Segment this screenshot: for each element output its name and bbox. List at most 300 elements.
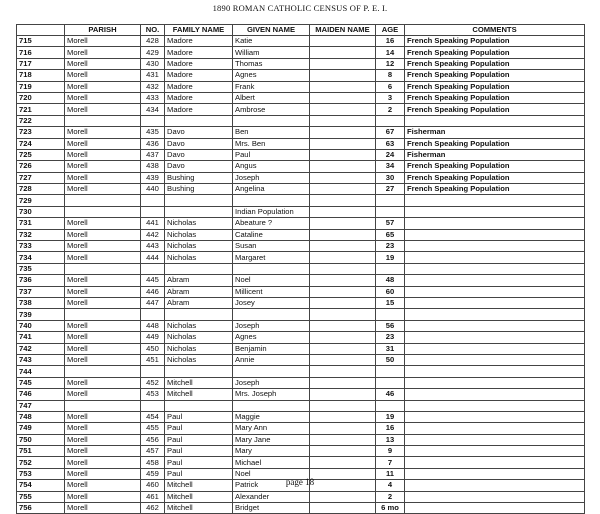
comments-cell bbox=[405, 286, 585, 297]
table-row bbox=[17, 172, 585, 183]
maiden-name-cell bbox=[310, 241, 376, 252]
table-row bbox=[17, 343, 585, 354]
age-cell: 30 bbox=[376, 172, 405, 183]
age-cell bbox=[376, 195, 405, 206]
age-cell: 50 bbox=[376, 354, 405, 365]
given-name-cell: Joseph bbox=[233, 377, 310, 388]
parish-cell: Morell bbox=[65, 354, 141, 365]
maiden-name-cell bbox=[310, 263, 376, 274]
family-name-cell: Nicholas bbox=[165, 229, 233, 240]
number-cell: 429 bbox=[141, 47, 165, 58]
number-cell bbox=[141, 309, 165, 320]
number-cell: 460 bbox=[141, 480, 165, 491]
age-cell: 15 bbox=[376, 297, 405, 308]
family-name-cell bbox=[165, 400, 233, 411]
number-cell bbox=[141, 263, 165, 274]
comments-cell bbox=[405, 206, 585, 217]
number-cell: 431 bbox=[141, 70, 165, 81]
row-number-cell: 734 bbox=[17, 252, 65, 263]
column-header-parish: PARISH bbox=[65, 25, 141, 36]
given-name-cell: Mrs. Ben bbox=[233, 138, 310, 149]
age-cell: 2 bbox=[376, 491, 405, 502]
parish-cell bbox=[65, 206, 141, 217]
table-row bbox=[17, 446, 585, 457]
comments-cell bbox=[405, 263, 585, 274]
number-cell bbox=[141, 206, 165, 217]
number-cell: 433 bbox=[141, 92, 165, 103]
given-name-cell: Ambrose bbox=[233, 104, 310, 115]
table-row bbox=[17, 503, 585, 514]
maiden-name-cell bbox=[310, 92, 376, 103]
comments-cell bbox=[405, 366, 585, 377]
age-cell bbox=[376, 206, 405, 217]
family-name-cell bbox=[165, 309, 233, 320]
given-name-cell bbox=[233, 195, 310, 206]
maiden-name-cell bbox=[310, 332, 376, 343]
number-cell: 438 bbox=[141, 161, 165, 172]
age-cell: 4 bbox=[376, 480, 405, 491]
age-cell: 2 bbox=[376, 104, 405, 115]
maiden-name-cell bbox=[310, 161, 376, 172]
age-cell: 9 bbox=[376, 446, 405, 457]
given-name-cell: Frank bbox=[233, 81, 310, 92]
maiden-name-cell bbox=[310, 366, 376, 377]
given-name-cell: Agnes bbox=[233, 332, 310, 343]
family-name-cell: Bushing bbox=[165, 172, 233, 183]
table-row bbox=[17, 400, 585, 411]
given-name-cell bbox=[233, 115, 310, 126]
row-number-cell: 743 bbox=[17, 354, 65, 365]
family-name-cell: Madore bbox=[165, 58, 233, 69]
table-row bbox=[17, 92, 585, 103]
given-name-cell: Paul bbox=[233, 149, 310, 160]
maiden-name-cell bbox=[310, 389, 376, 400]
family-name-cell: Nicholas bbox=[165, 218, 233, 229]
table-row bbox=[17, 366, 585, 377]
age-cell: 23 bbox=[376, 332, 405, 343]
row-number-cell: 732 bbox=[17, 229, 65, 240]
number-cell: 455 bbox=[141, 423, 165, 434]
given-name-cell: Benjamin bbox=[233, 343, 310, 354]
comments-cell bbox=[405, 241, 585, 252]
parish-cell: Morell bbox=[65, 411, 141, 422]
number-cell: 447 bbox=[141, 297, 165, 308]
parish-cell: Morell bbox=[65, 81, 141, 92]
number-cell bbox=[141, 115, 165, 126]
age-cell: 12 bbox=[376, 58, 405, 69]
parish-cell: Morell bbox=[65, 491, 141, 502]
row-number-cell: 740 bbox=[17, 320, 65, 331]
given-name-cell: Maggie bbox=[233, 411, 310, 422]
table-row bbox=[17, 161, 585, 172]
census-table bbox=[16, 24, 585, 514]
table-row bbox=[17, 81, 585, 92]
comments-cell bbox=[405, 332, 585, 343]
given-name-cell: Albert bbox=[233, 92, 310, 103]
maiden-name-cell bbox=[310, 172, 376, 183]
row-number-cell: 745 bbox=[17, 377, 65, 388]
given-name-cell: Annie bbox=[233, 354, 310, 365]
number-cell: 452 bbox=[141, 377, 165, 388]
maiden-name-cell bbox=[310, 320, 376, 331]
row-number-cell: 741 bbox=[17, 332, 65, 343]
row-number-cell: 738 bbox=[17, 297, 65, 308]
table-row bbox=[17, 434, 585, 445]
number-cell: 437 bbox=[141, 149, 165, 160]
parish-cell: Morell bbox=[65, 275, 141, 286]
parish-cell: Morell bbox=[65, 480, 141, 491]
number-cell: 436 bbox=[141, 138, 165, 149]
number-cell bbox=[141, 400, 165, 411]
given-name-cell: Mrs. Joseph bbox=[233, 389, 310, 400]
age-cell: 65 bbox=[376, 229, 405, 240]
family-name-cell: Madore bbox=[165, 81, 233, 92]
number-cell: 435 bbox=[141, 127, 165, 138]
comments-cell: French Speaking Population bbox=[405, 81, 585, 92]
census-body bbox=[17, 36, 585, 514]
maiden-name-cell bbox=[310, 400, 376, 411]
maiden-name-cell bbox=[310, 275, 376, 286]
given-name-cell: Indian Population bbox=[233, 206, 310, 217]
given-name-cell: Agnes bbox=[233, 70, 310, 81]
parish-cell: Morell bbox=[65, 297, 141, 308]
table-row bbox=[17, 115, 585, 126]
given-name-cell: Joseph bbox=[233, 172, 310, 183]
maiden-name-cell bbox=[310, 297, 376, 308]
family-name-cell: Madore bbox=[165, 36, 233, 47]
age-cell bbox=[376, 366, 405, 377]
table-row bbox=[17, 252, 585, 263]
age-cell: 24 bbox=[376, 149, 405, 160]
family-name-cell: Nicholas bbox=[165, 332, 233, 343]
number-cell: 454 bbox=[141, 411, 165, 422]
age-cell: 16 bbox=[376, 36, 405, 47]
family-name-cell: Bushing bbox=[165, 184, 233, 195]
family-name-cell: Madore bbox=[165, 47, 233, 58]
number-cell: 448 bbox=[141, 320, 165, 331]
family-name-cell: Paul bbox=[165, 411, 233, 422]
column-header-row-number bbox=[17, 25, 65, 36]
family-name-cell: Paul bbox=[165, 423, 233, 434]
given-name-cell: Katie bbox=[233, 36, 310, 47]
maiden-name-cell bbox=[310, 343, 376, 354]
maiden-name-cell bbox=[310, 184, 376, 195]
age-cell: 19 bbox=[376, 411, 405, 422]
parish-cell bbox=[65, 309, 141, 320]
row-number-cell: 739 bbox=[17, 309, 65, 320]
comments-cell bbox=[405, 354, 585, 365]
given-name-cell: Bridget bbox=[233, 503, 310, 514]
table-row bbox=[17, 320, 585, 331]
comments-cell bbox=[405, 389, 585, 400]
given-name-cell: Susan bbox=[233, 241, 310, 252]
table-row bbox=[17, 354, 585, 365]
family-name-cell: Madore bbox=[165, 92, 233, 103]
parish-cell bbox=[65, 366, 141, 377]
row-number-cell: 715 bbox=[17, 36, 65, 47]
parish-cell: Morell bbox=[65, 36, 141, 47]
given-name-cell: Alexander bbox=[233, 491, 310, 502]
comments-cell bbox=[405, 275, 585, 286]
table-row bbox=[17, 297, 585, 308]
table-row bbox=[17, 377, 585, 388]
table-row bbox=[17, 275, 585, 286]
age-cell: 16 bbox=[376, 423, 405, 434]
table-row bbox=[17, 241, 585, 252]
number-cell: 428 bbox=[141, 36, 165, 47]
maiden-name-cell bbox=[310, 252, 376, 263]
comments-cell: French Speaking Population bbox=[405, 138, 585, 149]
number-cell: 451 bbox=[141, 354, 165, 365]
comments-cell bbox=[405, 252, 585, 263]
row-number-cell: 744 bbox=[17, 366, 65, 377]
maiden-name-cell bbox=[310, 218, 376, 229]
parish-cell: Morell bbox=[65, 468, 141, 479]
row-number-cell: 726 bbox=[17, 161, 65, 172]
maiden-name-cell bbox=[310, 286, 376, 297]
number-cell: 441 bbox=[141, 218, 165, 229]
age-cell bbox=[376, 263, 405, 274]
family-name-cell: Paul bbox=[165, 446, 233, 457]
row-number-cell: 730 bbox=[17, 206, 65, 217]
given-name-cell: Mary Ann bbox=[233, 423, 310, 434]
parish-cell: Morell bbox=[65, 434, 141, 445]
given-name-cell: Mary Jane bbox=[233, 434, 310, 445]
table-row bbox=[17, 263, 585, 274]
table-row bbox=[17, 184, 585, 195]
parish-cell: Morell bbox=[65, 252, 141, 263]
table-row bbox=[17, 218, 585, 229]
maiden-name-cell bbox=[310, 503, 376, 514]
parish-cell: Morell bbox=[65, 70, 141, 81]
comments-cell bbox=[405, 320, 585, 331]
age-cell bbox=[376, 400, 405, 411]
comments-cell: French Speaking Population bbox=[405, 47, 585, 58]
age-cell: 56 bbox=[376, 320, 405, 331]
family-name-cell bbox=[165, 263, 233, 274]
given-name-cell: Michael bbox=[233, 457, 310, 468]
parish-cell: Morell bbox=[65, 172, 141, 183]
row-number-cell: 725 bbox=[17, 149, 65, 160]
parish-cell: Morell bbox=[65, 58, 141, 69]
row-number-cell: 747 bbox=[17, 400, 65, 411]
maiden-name-cell bbox=[310, 206, 376, 217]
parish-cell: Morell bbox=[65, 138, 141, 149]
number-cell: 457 bbox=[141, 446, 165, 457]
table-row bbox=[17, 457, 585, 468]
family-name-cell: Mitchell bbox=[165, 480, 233, 491]
maiden-name-cell bbox=[310, 491, 376, 502]
number-cell: 444 bbox=[141, 252, 165, 263]
maiden-name-cell bbox=[310, 434, 376, 445]
comments-cell bbox=[405, 457, 585, 468]
maiden-name-cell bbox=[310, 354, 376, 365]
family-name-cell: Nicholas bbox=[165, 343, 233, 354]
maiden-name-cell bbox=[310, 115, 376, 126]
row-number-cell: 727 bbox=[17, 172, 65, 183]
row-number-cell: 752 bbox=[17, 457, 65, 468]
comments-cell: French Speaking Population bbox=[405, 161, 585, 172]
comments-cell bbox=[405, 343, 585, 354]
age-cell: 7 bbox=[376, 457, 405, 468]
row-number-cell: 723 bbox=[17, 127, 65, 138]
family-name-cell: Davo bbox=[165, 138, 233, 149]
family-name-cell: Davo bbox=[165, 127, 233, 138]
number-cell: 439 bbox=[141, 172, 165, 183]
table-row bbox=[17, 411, 585, 422]
maiden-name-cell bbox=[310, 149, 376, 160]
comments-cell bbox=[405, 309, 585, 320]
parish-cell: Morell bbox=[65, 127, 141, 138]
age-cell bbox=[376, 115, 405, 126]
column-header-given-name: GIVEN NAME bbox=[233, 25, 310, 36]
given-name-cell: Joseph bbox=[233, 320, 310, 331]
comments-cell bbox=[405, 503, 585, 514]
table-row bbox=[17, 332, 585, 343]
row-number-cell: 751 bbox=[17, 446, 65, 457]
comments-cell bbox=[405, 400, 585, 411]
column-header-no: NO. bbox=[141, 25, 165, 36]
age-cell: 27 bbox=[376, 184, 405, 195]
table-row bbox=[17, 104, 585, 115]
maiden-name-cell bbox=[310, 127, 376, 138]
comments-cell bbox=[405, 423, 585, 434]
maiden-name-cell bbox=[310, 70, 376, 81]
maiden-name-cell bbox=[310, 104, 376, 115]
given-name-cell bbox=[233, 366, 310, 377]
age-cell: 63 bbox=[376, 138, 405, 149]
maiden-name-cell bbox=[310, 309, 376, 320]
row-number-cell: 717 bbox=[17, 58, 65, 69]
number-cell: 462 bbox=[141, 503, 165, 514]
table-row bbox=[17, 389, 585, 400]
comments-cell: French Speaking Population bbox=[405, 184, 585, 195]
given-name-cell: Mary bbox=[233, 446, 310, 457]
row-number-cell: 748 bbox=[17, 411, 65, 422]
given-name-cell: Angus bbox=[233, 161, 310, 172]
table-row bbox=[17, 423, 585, 434]
row-number-cell: 728 bbox=[17, 184, 65, 195]
number-cell: 446 bbox=[141, 286, 165, 297]
maiden-name-cell bbox=[310, 58, 376, 69]
given-name-cell: William bbox=[233, 47, 310, 58]
maiden-name-cell bbox=[310, 423, 376, 434]
comments-cell: Fisherman bbox=[405, 127, 585, 138]
row-number-cell: 756 bbox=[17, 503, 65, 514]
age-cell: 3 bbox=[376, 92, 405, 103]
maiden-name-cell bbox=[310, 229, 376, 240]
parish-cell: Morell bbox=[65, 104, 141, 115]
given-name-cell: Thomas bbox=[233, 58, 310, 69]
row-number-cell: 750 bbox=[17, 434, 65, 445]
age-cell bbox=[376, 309, 405, 320]
maiden-name-cell bbox=[310, 411, 376, 422]
maiden-name-cell bbox=[310, 81, 376, 92]
family-name-cell: Nicholas bbox=[165, 241, 233, 252]
number-cell: 434 bbox=[141, 104, 165, 115]
family-name-cell: Nicholas bbox=[165, 252, 233, 263]
number-cell: 449 bbox=[141, 332, 165, 343]
parish-cell: Morell bbox=[65, 161, 141, 172]
age-cell: 13 bbox=[376, 434, 405, 445]
column-header-age: AGE bbox=[376, 25, 405, 36]
row-number-cell: 736 bbox=[17, 275, 65, 286]
family-name-cell bbox=[165, 115, 233, 126]
number-cell: 442 bbox=[141, 229, 165, 240]
age-cell: 6 mo bbox=[376, 503, 405, 514]
comments-cell bbox=[405, 446, 585, 457]
comments-cell bbox=[405, 411, 585, 422]
given-name-cell: Patrick bbox=[233, 480, 310, 491]
table-row bbox=[17, 229, 585, 240]
parish-cell bbox=[65, 263, 141, 274]
age-cell: 8 bbox=[376, 70, 405, 81]
parish-cell: Morell bbox=[65, 47, 141, 58]
row-number-cell: 754 bbox=[17, 480, 65, 491]
parish-cell: Morell bbox=[65, 446, 141, 457]
parish-cell: Morell bbox=[65, 218, 141, 229]
age-cell: 67 bbox=[376, 127, 405, 138]
comments-cell: Fisherman bbox=[405, 149, 585, 160]
number-cell: 445 bbox=[141, 275, 165, 286]
age-cell bbox=[376, 377, 405, 388]
parish-cell bbox=[65, 195, 141, 206]
age-cell: 19 bbox=[376, 252, 405, 263]
given-name-cell: Noel bbox=[233, 275, 310, 286]
family-name-cell: Mitchell bbox=[165, 491, 233, 502]
comments-cell bbox=[405, 377, 585, 388]
row-number-cell: 721 bbox=[17, 104, 65, 115]
maiden-name-cell bbox=[310, 446, 376, 457]
column-header-family-name: FAMILY NAME bbox=[165, 25, 233, 36]
family-name-cell: Madore bbox=[165, 104, 233, 115]
number-cell: 459 bbox=[141, 468, 165, 479]
parish-cell: Morell bbox=[65, 229, 141, 240]
page-title: 1890 ROMAN CATHOLIC CENSUS OF P. E. I. bbox=[212, 3, 388, 13]
family-name-cell: Abram bbox=[165, 297, 233, 308]
parish-cell: Morell bbox=[65, 423, 141, 434]
comments-cell: French Speaking Population bbox=[405, 36, 585, 47]
header-row bbox=[17, 25, 585, 36]
row-number-cell: 718 bbox=[17, 70, 65, 81]
parish-cell: Morell bbox=[65, 241, 141, 252]
comments-cell: French Speaking Population bbox=[405, 70, 585, 81]
parish-cell bbox=[65, 115, 141, 126]
comments-cell: French Speaking Population bbox=[405, 58, 585, 69]
family-name-cell: Mitchell bbox=[165, 503, 233, 514]
number-cell: 453 bbox=[141, 389, 165, 400]
number-cell: 443 bbox=[141, 241, 165, 252]
parish-cell: Morell bbox=[65, 377, 141, 388]
comments-cell bbox=[405, 434, 585, 445]
row-number-cell: 731 bbox=[17, 218, 65, 229]
row-number-cell: 749 bbox=[17, 423, 65, 434]
age-cell: 11 bbox=[376, 468, 405, 479]
family-name-cell: Mitchell bbox=[165, 377, 233, 388]
number-cell: 461 bbox=[141, 491, 165, 502]
comments-cell: French Speaking Population bbox=[405, 172, 585, 183]
number-cell: 458 bbox=[141, 457, 165, 468]
table-row bbox=[17, 491, 585, 502]
number-cell bbox=[141, 195, 165, 206]
age-cell: 46 bbox=[376, 389, 405, 400]
column-header-comments: COMMENTS bbox=[405, 25, 585, 36]
parish-cell: Morell bbox=[65, 184, 141, 195]
age-cell: 60 bbox=[376, 286, 405, 297]
table-row bbox=[17, 127, 585, 138]
row-number-cell: 724 bbox=[17, 138, 65, 149]
row-number-cell: 735 bbox=[17, 263, 65, 274]
